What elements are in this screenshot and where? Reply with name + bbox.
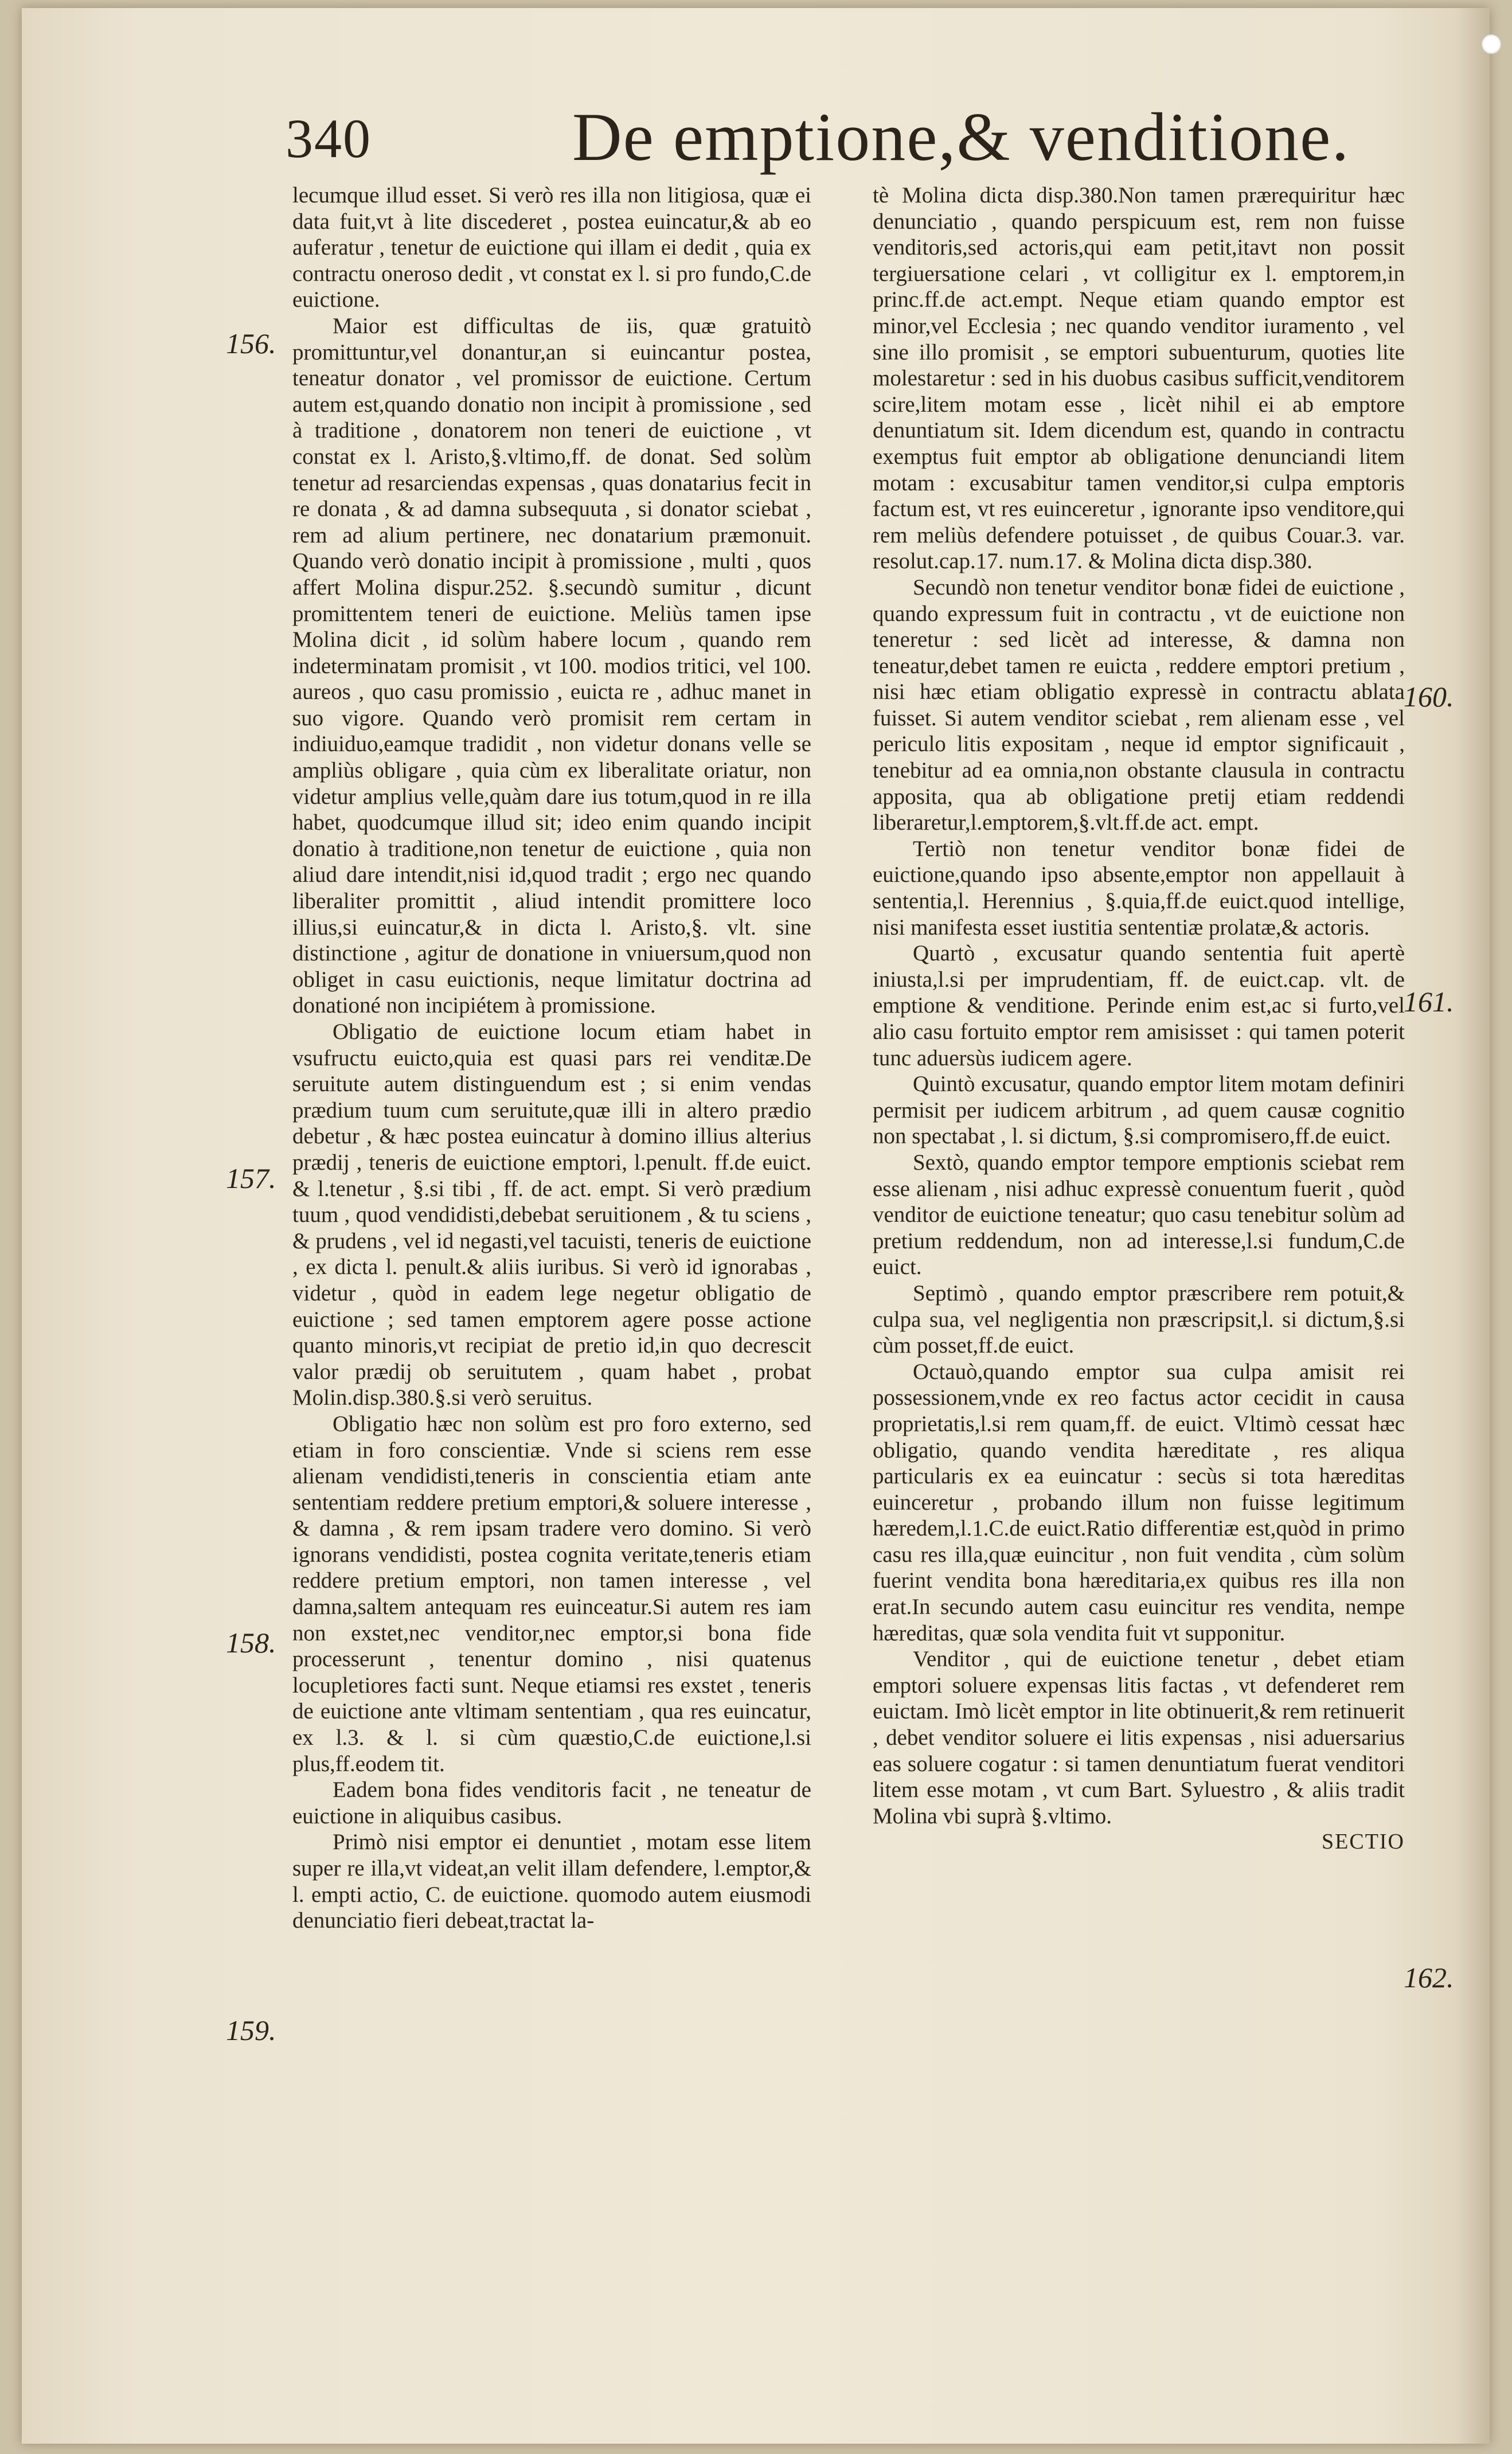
paragraph: Septimò , quando emptor præscribere rem potuit,& culpa sua, vel negligentia non præscripsit,l. si dictum,§.si cùm posset,ff.de euict.	[873, 1280, 1405, 1358]
right-text-column	[873, 182, 1405, 1855]
margin-number-158: 158.	[226, 1627, 276, 1659]
paragraph: Secundò non tenetur venditor bonæ fidei de euictione , quando expressum fuit in contractu , vt de euictione non teneretur : sed licèt ad interesse, & damna non teneatur,debet tamen re euicta , reddere emptori pretium , nisi hæc etiam obligatio expressè in contractu ablata fuisset. Si autem venditor sciebat , rem alienam esse , vel periculo litis expositam , neque id emptor significauit , tenebitur ad ea omnia,non obstante clausula in contractu apposita, qua ab obligatione pretij etiam reddendi liberaretur,l.emptorem,§.vlt.ff.de act. empt.	[873, 575, 1405, 835]
paragraph: lecumque illud esset. Si verò res illa non litigiosa, quæ ei data fuit,vt à lite discederet , postea euincatur,& ab eo auferatur , tenetur de euictione qui illam ei dedit , quia ex contractu oneroso dedit , vt constat ex l. si pro fundo,C.de euictione.	[292, 183, 811, 312]
left-text-column	[292, 182, 811, 1934]
paragraph: Primò nisi emptor ei denuntiet , motam esse litem super re illa,vt videat,an velit illam defendere, l.emptor,& l. empti actio, C. de euictione. quomodo autem eiusmodi denunciatio fieri debeat,tractat la-	[292, 1830, 811, 1933]
margin-number-156: 156.	[226, 327, 276, 359]
paragraph: Quartò , excusatur quando sententia fuit apertè iniusta,l.si per imprudentiam, ff. de euict.cap. vlt. de emptione & venditione. Perinde enim est,ac si furto,vel alio casu fortuito emptor rem amisisset : qui tamen poterit tunc aduersùs iudicem agere.	[873, 941, 1405, 1070]
margin-number-161: 161.	[1404, 986, 1454, 1018]
paragraph: Maior est difficultas de iis, quæ gratuitò promittuntur,vel donantur,an si euincantur postea, teneatur donator , vel promissor de euictione. Certum autem est,quando donatio non incipit à promissione , sed à traditione , donatorem non teneri de euictione , vt constat ex l. Aristo,§.vltimo,ff. de donat. Sed solùm tenetur ad resarciendas expensas , quas donatarius fecit in re donata , & ad damna subsequuta , si donator sciebat , rem ad alium pertinere, nec donatarium præmonuit. Quando verò donatio incipit à promissione , multi , quos affert Molina dispur.252. §.secundò sumitur , dicunt promittentem teneri de euictione. Meliùs tamen ipse Molina dicit , id solùm habere locum , quando rem indeterminatam promisit , vt 100. modios tritici, vel 100. aureos , quo casu promissio , euicta re , adhuc manet in suo vigore. Quando verò promisit rem certam in indiuiduo,eamque tradidit , non videtur donans velle se ampliùs obligare , quia cùm ex liberalitate oriatur, non videtur amplius velle,quàm dare ius totum,quod in re illa habet, quodcumque illud sit; ideo enim quando incipit donatio à traditione,non tenetur de euictione , quia non aliud dare intendit,nisi id,quod tradit ; ergo nec quando liberaliter promittit , aliud intendit promittere loco illius,si euincatur,& in dicta l. Aristo,§. vlt. sine distinctione , agitur de donatione in vniuersum,quod non obliget in casu euictionis, neque limitatur doctrina ad donationé non incipiétem à promissione.	[292, 313, 811, 1018]
paragraph: Obligatio hæc non solùm est pro foro externo, sed etiam in foro conscientiæ. Vnde si sciens rem esse alienam vendidisti,teneris in conscientia etiam ante sententiam reddere pretium emptori,& soluere interesse , & damna , & rem ipsam tradere vero domino. Si verò ignorans vendidisti, postea cognita veritate,teneris etiam reddere pretium emptori, non tamen interesse , vel damna,saltem antequam res euinceatur.Si autem res iam non exstet,nec venditor,nec emptor,si bona fide processerunt , tenentur domino , nisi quatenus locupletiores facti sunt. Neque etiamsi res exstet , teneris de euictione ante vltimam sententiam , qua res euincatur, ex l.3. & l. si cùm quæstio,C.de euictione,l.si plus,ff.eodem tit.	[292, 1411, 811, 1776]
running-title: De emptione,& venditione.	[572, 99, 1350, 175]
paragraph: Quintò excusatur, quando emptor litem motam definiri permisit per iudicem arbitrum , ad quem causæ cognitio non spectabat , l. si dictum, §.si compromisero,ff.de euict.	[873, 1072, 1405, 1149]
margin-number-159: 159.	[226, 2014, 276, 2046]
paragraph: Obligatio de euictione locum etiam habet in vsufructu euicto,quia est quasi pars rei venditæ.De seruitute autem distinguendum est ; si enim vendas prædium tuum cum seruitute,quæ illi in altero prædio debetur , & hæc postea euincatur à domino illius alterius prædij , teneris de euictione emptori, l.penult. ff.de euict. & l.tenetur , §.si tibi , ff. de act. empt. Si verò prædium tuum , quod vendidisti,debebat seruitionem , & tu sciens , & prudens , vel id negasti,vel tacuisti, teneris de euictione , ex dicta l. penult.& aliis iuribus. Si verò id ignorabas , videtur , quòd in eadem lege negetur obligatio de euictione ; sed tamen emptorem agere posse actione quanto minoris,vt recipiat de pretio id,in quo decrescit valor prædij ob seruitutem , quam habet , probat Molin.disp.380.§.si verò seruitus.	[292, 1019, 811, 1410]
margin-number-157: 157.	[226, 1162, 276, 1194]
paragraph: Venditor , qui de euictione tenetur , debet etiam emptori soluere expensas litis factas , vt defenderet rem euictam. Imò licèt emptor in lite obtinuerit,& rem retinuerit , debet venditor soluere ei litis expensas , nisi aduersarius eas soluere cogatur : si tamen denuntiatum fuerat venditori litem esse motam , vt cum Bart. Syluestro , & aliis tradit Molina vbi suprà §.vltimo.	[873, 1647, 1405, 1828]
page-number: 340	[286, 108, 372, 169]
catchword: SECTIO	[1322, 1830, 1405, 1854]
page-edge-hole	[1482, 34, 1501, 54]
margin-number-162: 162.	[1404, 1961, 1454, 1994]
paragraph: Tertiò non tenetur venditor bonæ fidei de euictione,quando ipso absente,emptor non appellauit à sententia,l. Herennius , §.quia,ff.de euict.quod intellige, nisi manifesta esset iustitia sententiæ prolatæ,& actoris.	[873, 836, 1405, 940]
paragraph: Eadem bona fides venditoris facit , ne teneatur de euictione in aliquibus casibus.	[292, 1777, 811, 1828]
paragraph: Octauò,quando emptor sua culpa amisit rei possessionem,vnde ex reo factus actor cecidit in causa proprietatis,l.si rem quam,ff. de euict. Vltimò cessat hæc obligatio, quando vendita hæreditate , res aliqua particularis ex ea euincatur : secùs si tota hæreditas euinceretur , probando illum non fuisse legitimum hæredem,l.1.C.de euict.Ratio differentiæ est,quòd in primo casu res illa,quæ euincitur , non fuit vendita , cùm solùm fuerint vendita bona hæreditaria,ex quibus res illa non erat.In secundo autem casu euincitur res vendita, nempe hæreditas, quæ sola vendita fuit vt supponitur.	[873, 1359, 1405, 1646]
page-gutter-shadow	[1455, 8, 1490, 2444]
margin-number-160: 160.	[1404, 681, 1454, 713]
running-head	[286, 94, 1350, 180]
paragraph: tè Molina dicta disp.380.Non tamen prærequiritur hæc denunciatio , quando perspicuum est, rem non fuisse venditoris,sed actoris,qui eam petit,itavt non possit tergiuersatione celari , vt colligitur ex l. emptorem,in princ.ff.de act.empt. Neque etiam quando emptor est minor,vel Ecclesia ; nec quando venditor iuramento , vel sine illo promisit , se emptori subuenturum, quoties lite molestaretur : sed in his duobus casibus sufficit,venditorem scire,litem motam esse , licèt nihil ei ab emptore denuntiatum sit. Idem dicendum est, quando in contractu exemptus fuit emptor ab obligatione denunciandi litem motam : excusabitur tamen venditor,si culpa emptoris factum est, vt res euinceretur , ignorante ipso venditore,qui rem meliùs defendere potuisset , de quibus Couar.3. var. resolut.cap.17. num.17. & Molina dicta disp.380.	[873, 183, 1405, 574]
book-page	[22, 8, 1490, 2444]
paragraph: Sextò, quando emptor tempore emptionis sciebat rem esse alienam , nisi adhuc expressè conuentum fuerit , quòd venditor de euictione teneatur; quo casu tenebitur solùm ad pretium reddendum, non ad interesse,l.si fundum,C.de euict.	[873, 1150, 1405, 1280]
